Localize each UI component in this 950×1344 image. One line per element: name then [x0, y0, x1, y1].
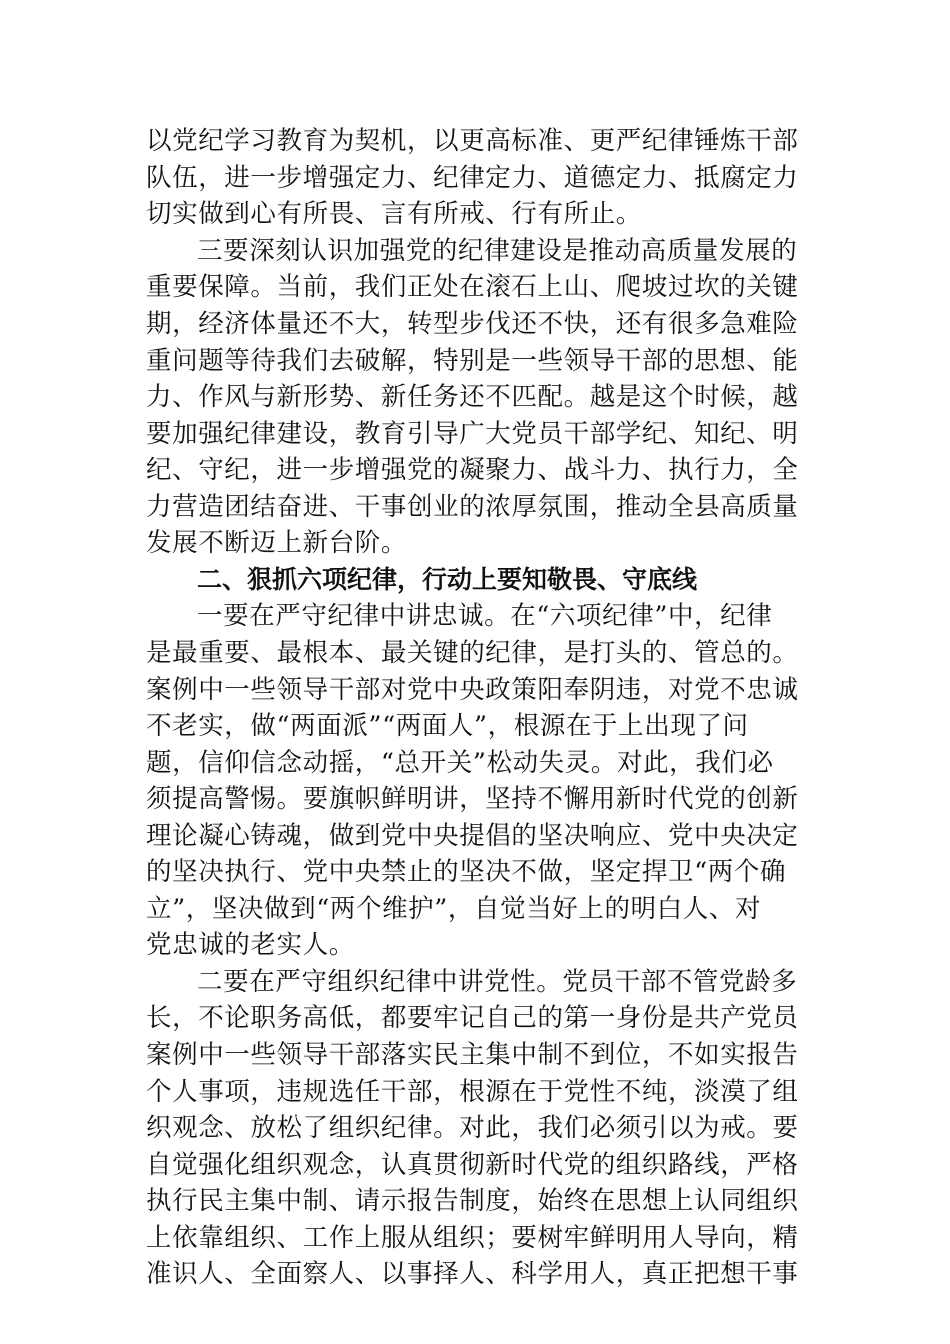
text-line: 纪、守纪，进一步增强党的凝聚力、战斗力、执行力，全	[146, 455, 799, 485]
text-line: 长，不论职务高低，都要牢记自己的第一身份是共产党员	[146, 1003, 799, 1033]
text-line: 要加强纪律建设，教育引导广大党员干部学纪、知纪、明	[146, 419, 799, 449]
text-line: 力、作风与新形势、新任务还不匹配。越是这个时候，越	[146, 382, 799, 412]
text-line: 以党纪学习教育为契机，以更高标准、更严纪律锤炼干部	[146, 126, 799, 156]
text-line: 须提高警惕。要旗帜鲜明讲，坚持不懈用新时代党的创新	[146, 784, 799, 814]
text-line: 党忠诚的老实人。	[146, 930, 355, 960]
text-line: 案例中一些领导干部落实民主集中制不到位，不如实报告	[146, 1040, 799, 1070]
paragraph-start-line: 三要深刻认识加强党的纪律建设是推动高质量发展的	[197, 236, 798, 266]
text-line: 执行民主集中制、请示报告制度，始终在思想上认同组织	[146, 1186, 799, 1216]
text-line: 期，经济体量还不大，转型步伐还不快，还有很多急难险	[146, 309, 799, 339]
text-line: 是最重要、最根本、最关键的纪律，是打头的、管总的。	[146, 638, 799, 668]
text-line: 发展不断迈上新台阶。	[146, 528, 408, 558]
text-line: 重问题等待我们去破解，特别是一些领导干部的思想、能	[146, 346, 799, 376]
text-line: 准识人、全面察人、以事择人、科学用人，真正把想干事	[146, 1259, 799, 1289]
text-line: 自觉强化组织观念，认真贯彻新时代党的组织路线，严格	[146, 1150, 799, 1180]
text-line: 力营造团结奋进、干事创业的浓厚氛围，推动全县高质量	[146, 492, 799, 522]
text-line: 理论凝心铸魂，做到党中央提倡的坚决响应、党中央决定	[146, 821, 799, 851]
text-line: 切实做到心有所畏、言有所戒、行有所止。	[146, 199, 642, 229]
text-line: 题，信仰信念动摇，“总开关”松动失灵。对此，我们必	[146, 748, 774, 778]
text-line: 不老实，做“两面派”“两面人”，根源在于上出现了问	[146, 711, 749, 741]
text-line: 重要保障。当前，我们正处在滚石上山、爬坡过坎的关键	[146, 272, 799, 302]
text-line: 案例中一些领导干部对党中央政策阳奉阴违，对党不忠诚	[146, 675, 799, 705]
text-line: 上依靠组织、工作上服从组织；要树牢鲜明用人导向，精	[146, 1223, 799, 1253]
paragraph-start-line: 二要在严守组织纪律中讲党性。党员干部不管党龄多	[197, 967, 798, 997]
text-line: 的坚决执行、党中央禁止的坚决不做，坚定捍卫“两个确	[146, 857, 787, 887]
paragraph-start-line: 一要在严守纪律中讲忠诚。在“六项纪律”中，纪律	[197, 601, 773, 631]
text-line: 个人事项，违规选任干部，根源在于党性不纯，淡漠了组	[146, 1077, 799, 1107]
text-line: 织观念、放松了组织纪律。对此，我们必须引以为戒。要	[146, 1113, 799, 1143]
text-line: 队伍，进一步增强定力、纪律定力、道德定力、抵腐定力	[146, 163, 799, 193]
text-line: 立”，坚决做到“两个维护”，自觉当好上的明白人、对	[146, 894, 762, 924]
section-heading: 二、狠抓六项纪律，行动上要知敬畏、守底线	[197, 565, 698, 594]
